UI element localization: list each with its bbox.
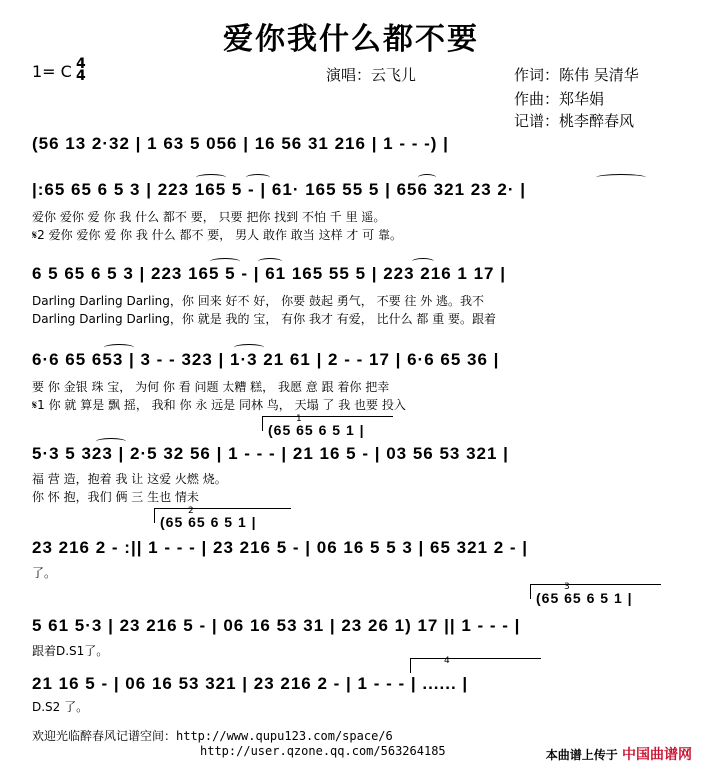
slur-mark <box>412 258 434 265</box>
volta-label: 4 <box>444 656 450 666</box>
score-row-1: |:65 65 6 5 3 | 223 165 5 - | 61· 165 55 5 | 656 321 23 2· | <box>32 180 526 199</box>
lyric-line: 要 你 金银 珠 宝， 为何 你 看 问题 太糟 糕， 我愿 意 跟 着你 把幸 <box>32 380 390 394</box>
time-signature-bottom: 4 <box>76 68 86 84</box>
volta-label: 1 <box>296 414 302 424</box>
score-row-3: 6·6 65 653 | 3 - - 323 | 1·3 21 61 | 2 - - 17 | 6·6 65 36 | <box>32 350 500 369</box>
score-row-4: 5·3 5 323 | 2·5 32 56 | 1 - - - | 21 16 5 - | 03 56 53 321 | <box>32 444 509 463</box>
lyric-line: 你 怀 抱，我们 俩 三 生也 情未 <box>32 490 199 504</box>
slur-mark <box>258 258 282 265</box>
transcriber-credit: 记谱：桃李醉春风 <box>514 112 635 130</box>
lyric-line: 跟着D.S1了。 <box>32 644 109 658</box>
upload-logo <box>546 744 692 764</box>
lyricist-credit: 作词：陈伟 吴清华 <box>514 66 639 84</box>
slur-mark <box>234 344 264 351</box>
composer-credit: 作曲：郑华娟 <box>514 90 605 108</box>
slur-mark <box>418 174 436 181</box>
volta-notes: (65 65 6 5 1 | <box>160 514 257 530</box>
slur-mark <box>104 344 134 351</box>
score-row-6: 5 61 5·3 | 23 216 5 - | 06 16 53 31 | 23 26 1) 17 || 1 - - - | <box>32 616 521 635</box>
lyric-line: 福 营 造，抱着 我 让 这爱 火燃 烧。 <box>32 472 227 486</box>
time-signature <box>76 58 86 82</box>
score-row-7: 21 16 5 - | 06 16 53 321 | 23 216 2 - | 1 - - - | ...... | <box>32 674 469 693</box>
lyric-line: 了。 <box>32 566 57 580</box>
lyric-line: 𝄋1 你 就 算是 飘 摇， 我和 你 永 远是 同林 鸟， 天塌 了 我 也要 投入 <box>32 398 406 412</box>
slur-mark <box>96 438 126 445</box>
singer-credit: 演唱：云飞儿 <box>326 66 417 84</box>
lyric-line: 爱你 爱你 爱 你 我 什么 都不 要， 只要 把你 找到 不怕 千 里 遥。 <box>32 210 386 224</box>
slur-mark <box>196 174 226 181</box>
time-signature-top: 4 <box>76 56 86 72</box>
lyric-line: Darling Darling Darling，你 就是 我的 宝， 有你 我才 有爱， 比什么 都 重 要。跟着 <box>32 312 497 326</box>
footer-qzone: http://user.qzone.qq.com/563264185 <box>200 744 446 758</box>
volta-label: 3 <box>564 582 570 592</box>
score-row-2: 6 5 65 6 5 3 | 223 165 5 - | 61 165 55 5 | 223 216 1 17 | <box>32 264 506 283</box>
volta-notes: (65 65 6 5 1 | <box>268 422 365 438</box>
volta-bracket <box>410 658 541 673</box>
key-signature: 1= C <box>32 62 72 81</box>
lyric-line: Darling Darling Darling，你 回来 好不 好， 你要 鼓起 勇气， 不要 往 外 逃。我不 <box>32 294 485 308</box>
slur-mark <box>210 258 240 265</box>
score-row-5: 23 216 2 - :|| 1 - - - | 23 216 5 - | 06 16 5 5 3 | 65 321 2 - | <box>32 538 529 557</box>
brand-name: 中国曲谱网 <box>622 747 692 763</box>
slur-mark <box>596 174 646 181</box>
slur-mark <box>246 174 270 181</box>
footer-welcome: 欢迎光临醉春风记谱空间：http://www.qupu123.com/space/6 <box>32 729 393 743</box>
upload-label: 本曲谱上传于 <box>545 748 618 762</box>
volta-label: 2 <box>188 506 194 516</box>
score-row-intro: (56 13 2·32 | 1 63 5 056 | 16 56 31 216 | 1 - - -) | <box>32 134 449 153</box>
volta-notes: (65 65 6 5 1 | <box>536 590 633 606</box>
score-title: 爱你我什么都不要 <box>223 22 479 57</box>
lyric-line: 𝄋2 爱你 爱你 爱 你 我 什么 都不 要， 男人 敢作 敢当 这样 才 可 靠。 <box>32 228 403 242</box>
lyric-line: D.S2 了。 <box>32 700 89 714</box>
